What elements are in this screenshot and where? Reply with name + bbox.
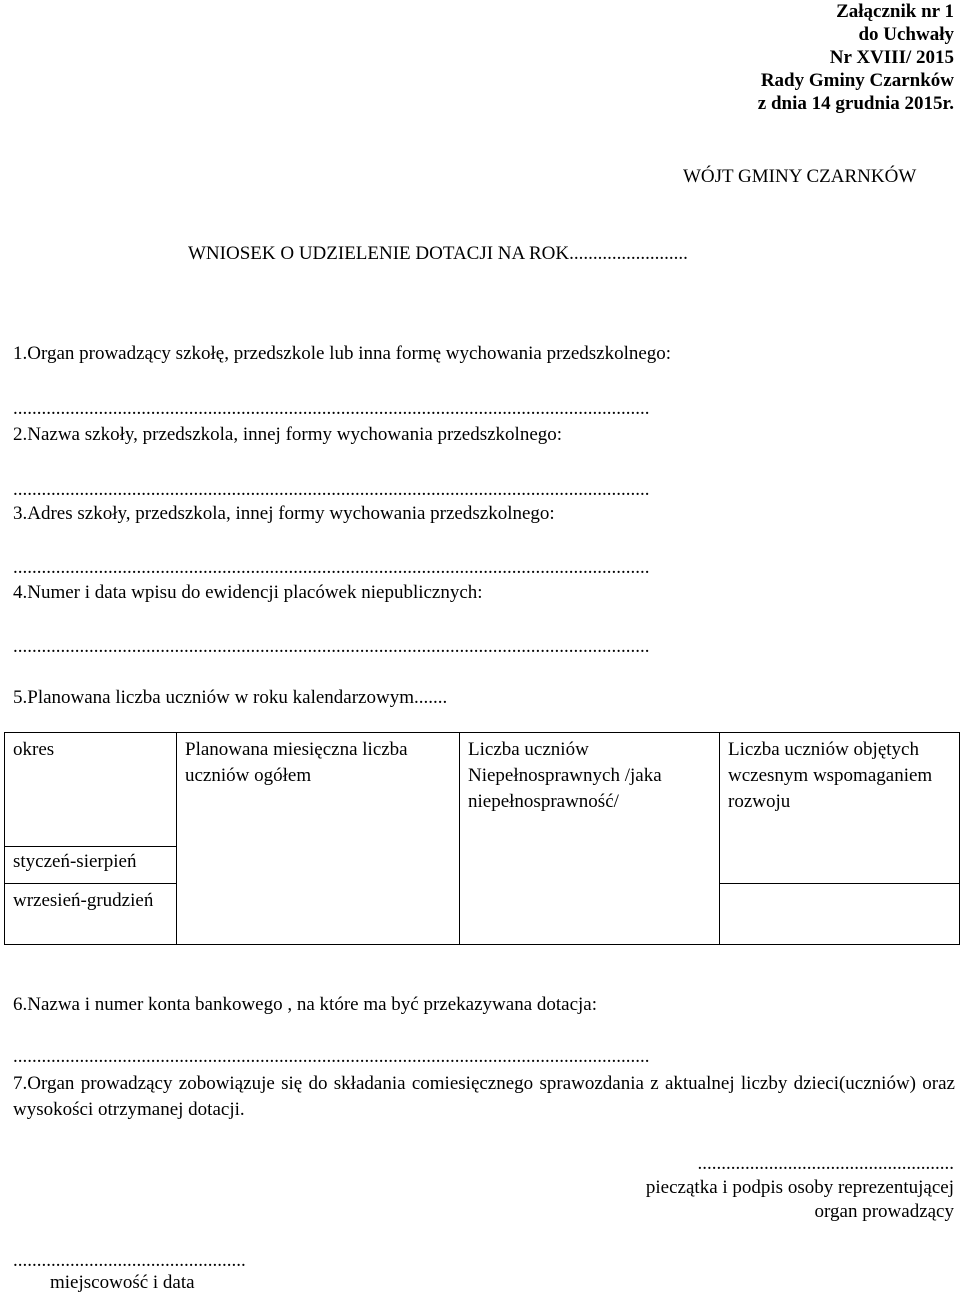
item-4-label: 4.Numer i data wpisu do ewidencji placówek niepublicznych: [13,582,483,603]
item-1-fill-line[interactable]: ...................................................................................................................................... [13,398,650,419]
period-cell-jan-aug: styczeń-sierpień [5,847,177,884]
signature-label-2: organ prowadzący [814,1201,954,1222]
signature-label-1: pieczątka i podpis osoby reprezentującej [645,1177,954,1198]
authority-text: WÓJT GMINY CZARNKÓW [683,166,917,187]
header-cell-disabled: Liczba uczniów Niepełnosprawnych /jaka niepełnosprawność/ [460,733,720,945]
item-1-label: 1.Organ prowadzący szkołę, przedszkole lub inna formę wychowania przedszkolnego: [13,343,672,364]
header-cell-period: okres [5,733,177,847]
period-cell-sep-dec: wrzesień-grudzień [5,884,177,945]
item-2-label: 2.Nazwa szkoły, przedszkola, innej formy wychowania przedszkolnego: [13,424,563,445]
item-6-label: 6.Nazwa i numer konta bankowego , na które ma być przekazywana dotacja: [13,994,598,1015]
item-6-fill-line[interactable]: ...................................................................................................................................... [13,1046,650,1067]
table-header-row [5,733,960,847]
item-3-fill-line[interactable]: ...................................................................................................................................... [13,557,650,578]
students-table [4,732,960,945]
item-2-fill-line[interactable]: ...................................................................................................................................... [13,479,650,500]
place-date-dots[interactable]: ................................................. [13,1250,246,1271]
attachment-header [758,0,954,115]
table-cell-empty[interactable] [720,884,960,945]
item-5-label: 5.Planowana liczba uczniów w roku kalendarzowym....... [13,687,448,708]
signature-dots[interactable]: ...................................................... [697,1153,954,1174]
header-cell-planned-total: Planowana miesięczna liczba uczniów ogółem [177,733,460,945]
attachment-number: Załącznik nr 1 [836,1,954,22]
item-3-label: 3.Adres szkoły, przedszkola, innej formy wychowania przedszkolnego: [13,503,555,524]
attachment-resolution: do Uchwały [858,24,954,45]
item-4-fill-line[interactable]: ...................................................................................................................................... [13,636,650,657]
header-cell-early-support: Liczba uczniów objętych wczesnym wspomaganiem rozwoju [720,733,960,884]
place-date-label: miejscowość i data [50,1272,195,1293]
attachment-council: Rady Gminy Czarnków [760,70,954,91]
attachment-date: z dnia 14 grudnia 2015r. [757,93,954,114]
form-title-text: WNIOSEK O UDZIELENIE DOTACJI NA ROK......................... [188,243,688,264]
item-7-paragraph: 7.Organ prowadzący zobowiązuje się do składania comiesięcznego sprawozdania z aktualnej liczby dzieci(uczniów) oraz wysokości otrzymanej dotacji. [13,1073,955,1120]
attachment-resolution-number: Nr XVIII/ 2015 [829,47,954,68]
signature-block-right [646,1152,954,1224]
